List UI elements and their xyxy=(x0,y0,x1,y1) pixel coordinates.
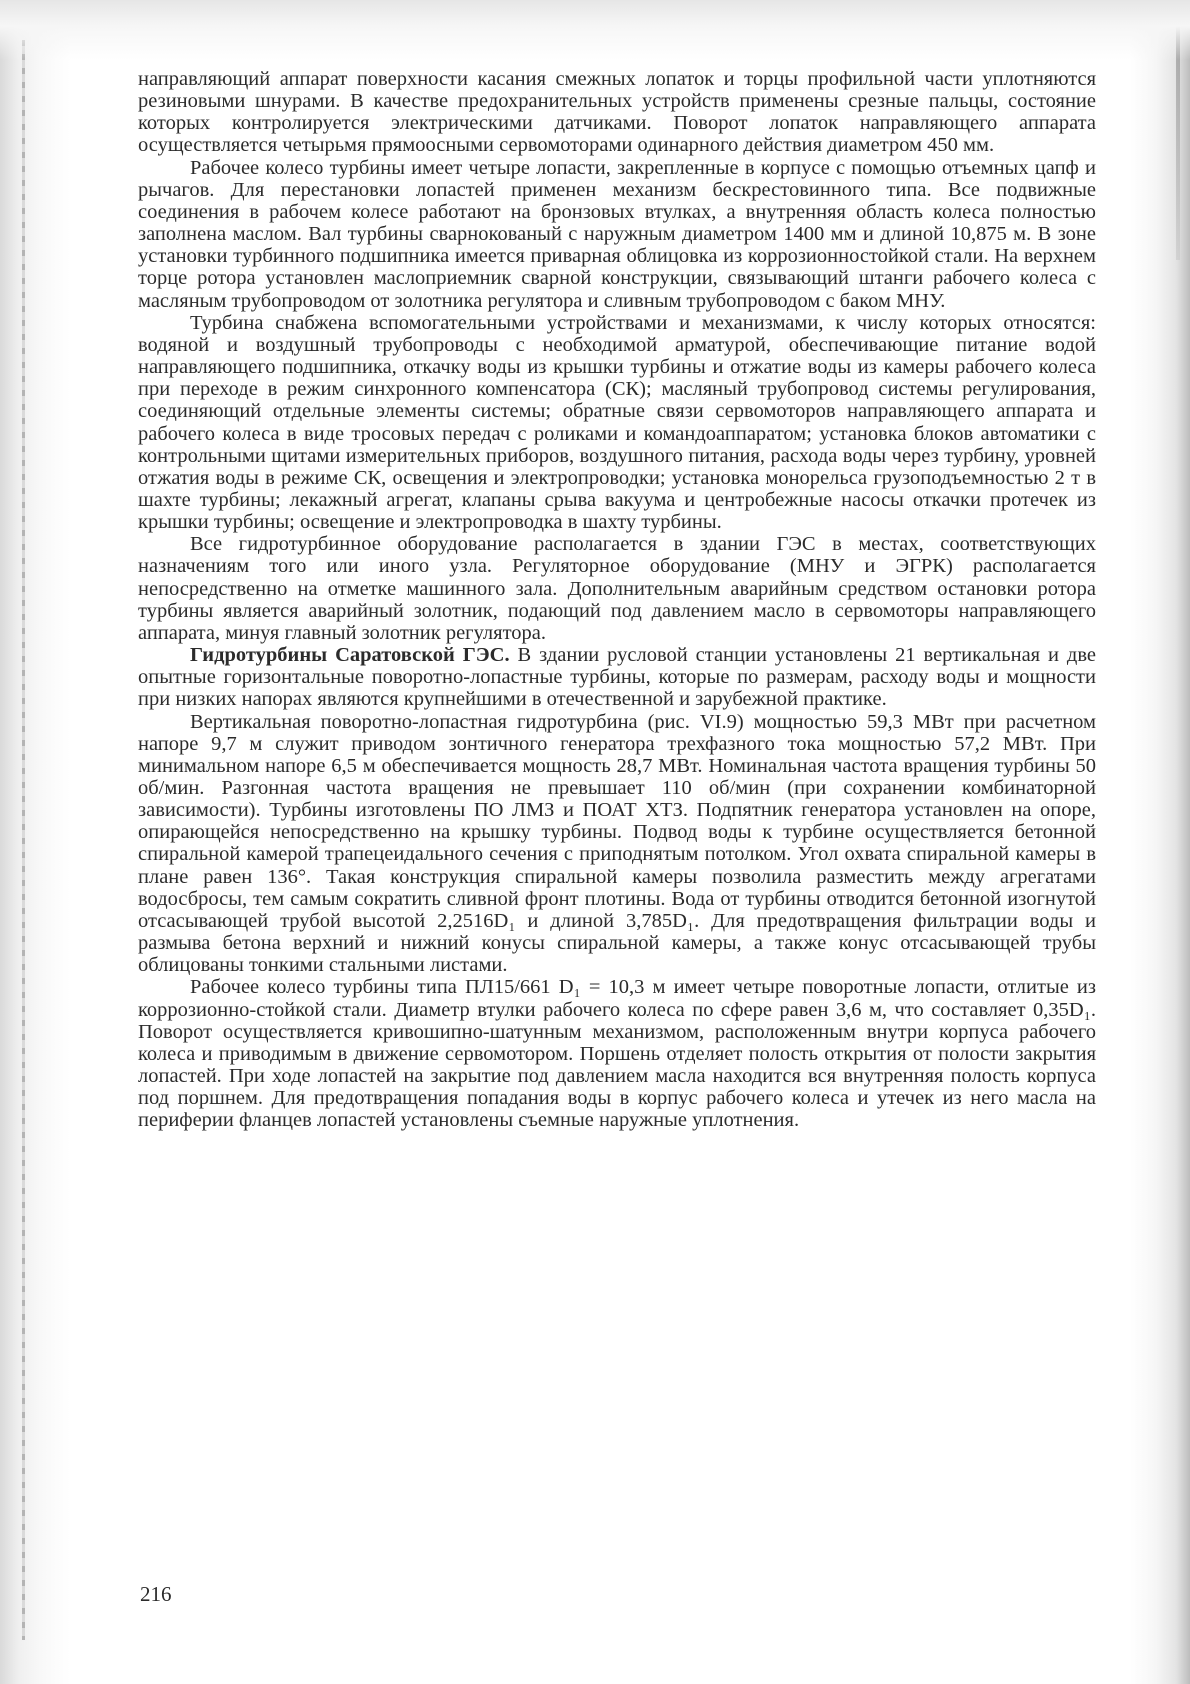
scan-shadow-left xyxy=(0,0,70,1684)
paragraph-text: Все гидротурбинное оборудование располагается в здании ГЭС в местах, соответствующих назначениям того или иного узла. Регуляторное оборудование (МНУ и ЭГРК) располагается непосредственно на отметке машинного зала. Дополнительным аварийным средством остановки ротора турбины является аварийный золотник, подающий под давлением масло в сервомоторы направляющего аппарата, минуя главный золотник регулятора. xyxy=(138,533,1096,644)
paragraph-text: Вертикальная поворотно-лопастная гидротурбина (рис. VI.9) мощностью 59,3 МВт при расчетном напоре 9,7 м служит приводом зонтичного генератора трехфазного тока мощностью 57,2 МВт. При минимальном напоре 6,5 м обеспечивается мощность 28,7 МВт. Номинальная частота вращения турбины 50 об/мин. Разгонная частота вращения не превышает 110 об/мин (при сохранении комбинаторной зависимости). Турбины изготовлены ПО ЛМЗ и ПОАТ ХТЗ. Подпятник генератора установлен на опоре, опирающейся непосредственно на крышку турбины. Подвод воды к турбине осуществляется бетонной спиральной камерой трапецеидального сечения с приподнятым потолком. Угол охвата спиральной камеры в плане равен 136°. Такая конструкция спиральной камеры позволила разместить между агрегатами водосбросы, тем самым сократить сливной фронт плотины. Вода от турбины отводится бетонной изогнутой отсасывающей трубой высотой 2,2516D₁ и длиной 3,785D₁. Для предотвращения фильтрации воды и размыва бетона верхний и нижний конусы спиральной камеры, а также конус отсасывающей трубы облицованы тонкими стальными листами. xyxy=(138,710,1096,977)
paragraph-text: направляющий аппарат поверхности касания смежных лопаток и торцы профильной части уплотняются резиновыми шнурами. В качестве предохранительных устройств применены срезные пальцы, состояние которых контролируется электрическими датчиками. Поворот лопаток направляющего аппарата осуществляется четырьмя прямоосными сервомоторами одинарного действия диаметром 450 мм. xyxy=(138,68,1096,157)
paragraph-text: Рабочее колесо турбины имеет четыре лопасти, закрепленные в корпусе с помощью отъемных цапф и рычагов. Для перестановки лопастей применен механизм бескрестовинного типа. Все подвижные соединения в рабочем колесе работают на бронзовых втулках, а внутренняя область колеса полностью заполнена маслом. Вал турбины сварнокованый с наружным диаметром 1400 мм и длиной 10,875 м. В зоне установки турбинного подшипника имеется приварная облицовка из коррозионностойкой стали. На верхнем торце ротора установлен маслоприемник сварной конструкции, связывающий штанги рабочего колеса с масляным трубопроводом от золотника регулятора и сливным трубопроводом с баком МНУ. xyxy=(138,156,1096,312)
section-heading: Гидротурбины Саратовской ГЭС. xyxy=(190,644,510,667)
scan-shadow-right xyxy=(1130,0,1190,1684)
paragraph-equipment-placement xyxy=(138,533,1096,644)
paragraph-text: Турбина снабжена вспомогательными устройствами и механизмами, к числу которых относятся: водяной и воздушный трубопроводы с необходимой арматурой, обеспечивающие питание водой направляющего подшипника, откачку воды из крышки турбины и отжатие воды из камеры рабочего колеса при переходе в режим синхронного компенсатора (СК); масляный трубопровод системы регулирования, соединяющий отдельные элементы системы; обратные связи сервомоторов направляющего аппарата и рабочего колеса в виде тросовых передач с роликами и командоаппаратом; установка блоков автоматики с контрольными щитами измерительных приборов, воздушного питания, расхода воды через турбину, уровней отжатия воды в режиме СК, освещения и электропроводки; установка монорельса грузоподъемностью 2 т в шахте турбины; лекажный агрегат, клапаны срыва вакуума и центробежные насосы откачки протечек из крышки турбины; освещение и электропроводка в шахту турбины. xyxy=(138,311,1096,534)
paragraph-runner xyxy=(138,157,1096,312)
paragraph-text: В здании русловой станции установлены 21 вертикальная и две опытные горизонтальные поворотно-лопастные турбины, которые по размерам, расходу воды и мощности при низких напорах являются крупнейшими в отечественной и зарубежной практике. xyxy=(138,644,1096,711)
page-number: 216 xyxy=(140,1582,172,1606)
paragraph-text: Рабочее колесо турбины типа ПЛ15/661 D₁ = 10,3 м имеет четыре поворотные лопасти, отлитые из коррозионно-стойкой стали. Диаметр втулки рабочего колеса по сфере равен 3,6 м, что составляет 0,35D₁. Поворот осуществляется кривошипно-шатунным механизмом, расположенным внутри корпуса рабочего колеса и приводимым в движение сервомотором. Поршень отделяет полость открытия от полости закрытия лопастей. При ходе лопастей на закрытие под давлением масла находится вся внутренняя полость корпуса под поршнем. Для предотвращения попадания воды в корпус рабочего колеса и утечек из него масла на периферии фланцев лопастей установлены съемные наружные уплотнения. xyxy=(138,976,1096,1132)
paragraph-saratov-hpp xyxy=(138,644,1096,710)
paragraph-auxiliary-devices xyxy=(138,312,1096,534)
scan-shadow-top xyxy=(0,0,1190,60)
paragraph-vertical-turbine xyxy=(138,711,1096,977)
page-body xyxy=(138,68,1096,1132)
paragraph-runner-pl15 xyxy=(138,976,1096,1131)
paragraph-guide-vane-seals xyxy=(138,68,1096,157)
